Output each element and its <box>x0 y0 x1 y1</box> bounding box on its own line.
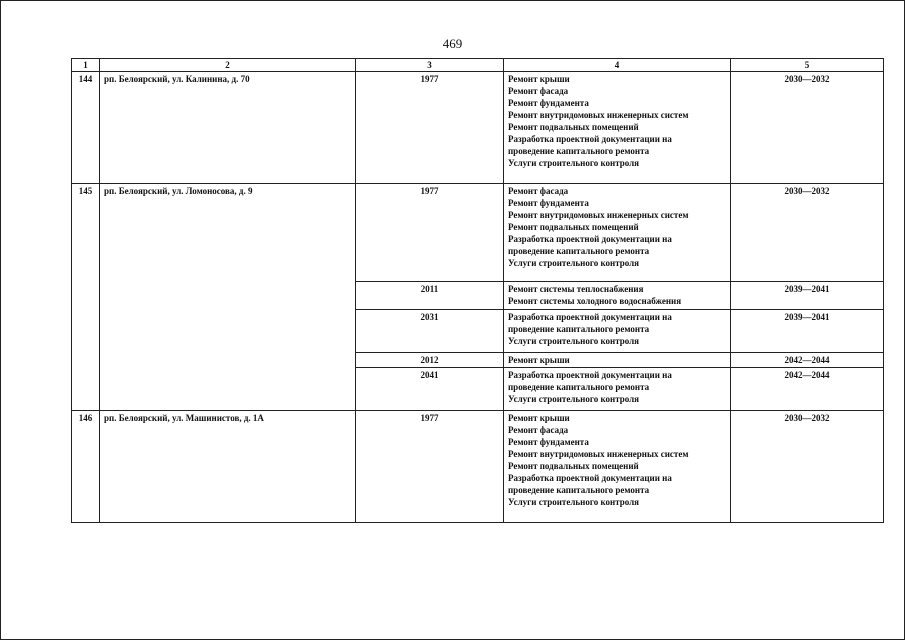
works-cell <box>504 368 731 411</box>
work-item: Ремонт крыши <box>508 355 570 365</box>
work-item: Ремонт подвальных помещений <box>508 461 639 471</box>
work-item: Ремонт фасада <box>508 86 569 96</box>
works-cell <box>504 184 731 282</box>
column-header-1: 1 <box>72 59 100 72</box>
build-year-cell: 2011 <box>356 282 504 310</box>
column-header-4: 4 <box>504 59 731 72</box>
address-cell: рп. Белоярский, ул. Калинина, д. 70 <box>100 72 356 184</box>
work-item: Услуги строительного контроля <box>508 497 640 507</box>
work-item: Ремонт фундамента <box>508 198 589 208</box>
build-year-cell: 1977 <box>356 184 504 282</box>
column-header-3: 3 <box>356 59 504 72</box>
period-cell: 2039—2041 <box>731 282 884 310</box>
table-row <box>72 184 884 282</box>
build-year-cell: 2041 <box>356 368 504 411</box>
works-cell <box>504 353 731 368</box>
address-cell: рп. Белоярский, ул. Ломоносова, д. 9 <box>100 184 356 411</box>
column-header-2: 2 <box>100 59 356 72</box>
work-item: проведение капитального ремонта <box>508 146 650 156</box>
work-item: проведение капитального ремонта <box>508 485 650 495</box>
work-item: Ремонт системы холодного водоснабжения <box>508 296 682 306</box>
work-item: Ремонт фундамента <box>508 98 589 108</box>
work-item: Разработка проектной документации на <box>508 370 672 380</box>
work-item: Разработка проектной документации на <box>508 234 672 244</box>
table-row <box>72 72 884 184</box>
works-cell <box>504 72 731 184</box>
works-cell <box>504 310 731 353</box>
work-item: Ремонт фасада <box>508 186 569 196</box>
build-year-cell: 2031 <box>356 310 504 353</box>
works-cell <box>504 411 731 523</box>
header-row <box>72 59 884 72</box>
work-item: Ремонт внутридомовых инженерных систем <box>508 110 689 120</box>
work-item: Разработка проектной документации на <box>508 473 672 483</box>
address-cell: рп. Белоярский, ул. Машинистов, д. 1А <box>100 411 356 523</box>
period-cell: 2042—2044 <box>731 368 884 411</box>
work-item: проведение капитального ремонта <box>508 324 650 334</box>
period-cell: 2030—2032 <box>731 72 884 184</box>
table-row <box>72 411 884 523</box>
period-cell: 2039—2041 <box>731 310 884 353</box>
works-cell <box>504 282 731 310</box>
work-item: Разработка проектной документации на <box>508 312 672 322</box>
period-cell: 2030—2032 <box>731 184 884 282</box>
row-number: 146 <box>72 411 100 523</box>
work-item: Услуги строительного контроля <box>508 336 640 346</box>
work-item: Ремонт фундамента <box>508 437 589 447</box>
build-year-cell: 2012 <box>356 353 504 368</box>
work-item: Ремонт крыши <box>508 413 570 423</box>
work-item: Услуги строительного контроля <box>508 258 640 268</box>
work-item: Ремонт подвальных помещений <box>508 222 639 232</box>
page-number: 469 <box>442 36 463 51</box>
work-item: Разработка проектной документации на <box>508 134 672 144</box>
work-item: Ремонт подвальных помещений <box>508 122 639 132</box>
period-cell: 2030—2032 <box>731 411 884 523</box>
period-cell: 2042—2044 <box>731 353 884 368</box>
build-year-cell: 1977 <box>356 411 504 523</box>
column-header-5: 5 <box>731 59 884 72</box>
work-item: проведение капитального ремонта <box>508 382 650 392</box>
row-number: 145 <box>72 184 100 411</box>
work-item: Ремонт внутридомовых инженерных систем <box>508 210 689 220</box>
repair-schedule-table <box>71 58 884 523</box>
work-item: Ремонт крыши <box>508 74 570 84</box>
build-year-cell: 1977 <box>356 72 504 184</box>
work-item: Ремонт системы теплоснабжения <box>508 284 644 294</box>
work-item: Услуги строительного контроля <box>508 158 640 168</box>
work-item: Услуги строительного контроля <box>508 394 640 404</box>
row-number: 144 <box>72 72 100 184</box>
work-item: Ремонт внутридомовых инженерных систем <box>508 449 689 459</box>
work-item: Ремонт фасада <box>508 425 569 435</box>
work-item: проведение капитального ремонта <box>508 246 650 256</box>
